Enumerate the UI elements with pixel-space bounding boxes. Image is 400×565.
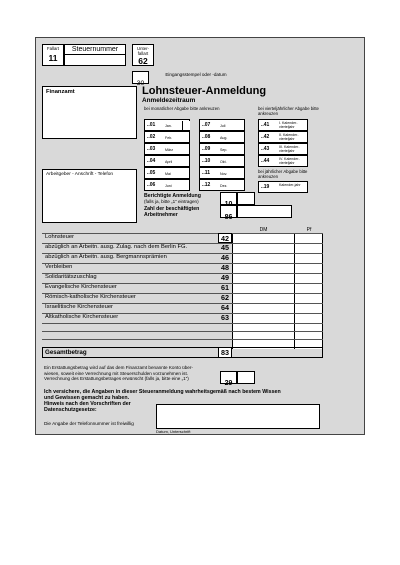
month-may[interactable]: ..05 Mai [144, 167, 190, 179]
unterfallart-box [132, 44, 154, 66]
code-42: 42 [218, 233, 232, 243]
code-64: 64 [221, 303, 229, 312]
phone-hint: Die Angabe der Telefonnummer ist freiwillig [44, 421, 134, 426]
row-altk-kirche: Altkatholische Kirchensteuer [45, 314, 119, 320]
row-rk-kirche: Römisch-katholische Kirchensteuer [45, 294, 136, 300]
signature-label: Datum, Unterschrift [156, 429, 191, 434]
steuernummer-input[interactable] [67, 55, 123, 65]
refund-text: Ein Erstattungsbetrag wird auf das dem Finanzamt benannte Konto über- wiesen, soweit eine Verrechnung mit Steuerschulden vorzunehmen ist. Verrechnung des Erstattungsbetrages erwünscht (falls ja, bitte eine „1“) [44, 365, 193, 381]
code-61: 61 [221, 283, 229, 292]
row-soli: Solidaritätszuschlag [45, 274, 97, 280]
correction-input[interactable] [237, 192, 255, 205]
unterfallart-label: Unter-fallart [137, 46, 149, 56]
field-30: 30 [132, 71, 149, 84]
yearly-note: bei jährlicher Abgabe bitte ankreuzen [258, 169, 308, 179]
month-dec[interactable]: ..12 Dez. [199, 179, 245, 191]
finanzamt-box[interactable] [42, 86, 137, 139]
code-63: 63 [221, 313, 229, 322]
finanzamt-label: Finanzamt [46, 89, 75, 95]
fallart-box [42, 44, 64, 66]
quarter-3[interactable]: ..43 III. Kalender-vierteljahr [258, 143, 308, 155]
row-lohnsteuer: Lohnsteuer [45, 234, 75, 240]
month-jan[interactable]: ..01 Jan. [144, 119, 190, 131]
code-46: 46 [221, 253, 229, 262]
col-pf: Pf [306, 227, 312, 233]
month-apr[interactable]: ..04 April [144, 155, 190, 167]
correction-label-group [144, 193, 224, 204]
employees-label: Zahl der beschäftigten Arbeitnehmer [144, 206, 200, 218]
row-berlin-fg: abzüglich an Arbeitn. ausg. Zulag. nach dem Berlin FG. [45, 244, 188, 250]
quarter-4[interactable]: ..44 IV. Kalender-vierteljahr [258, 155, 308, 167]
steuernummer-box [64, 44, 126, 66]
correction-label: Berichtigte Anmeldung [144, 193, 201, 199]
signature-box[interactable] [156, 404, 320, 429]
fallart-label: Fallart [47, 46, 59, 51]
arbeitgeber-label: Arbeitgeber - Anschrift - Telefon [46, 172, 114, 177]
correction-hint: (falls ja, bitte „1“ eintragen) [144, 199, 199, 204]
year-box[interactable]: ..19 Kalender-jahr [258, 181, 308, 193]
month-mar[interactable]: ..03 März [144, 143, 190, 155]
unterfallart-value: 62 [138, 56, 148, 66]
employees-code: 86 [220, 205, 237, 218]
row-bergmann: abzüglich an Arbeitn. ausg. Bergmannsprämien [45, 254, 167, 260]
month-sep[interactable]: ..09 Sep. [199, 143, 245, 155]
monthly-note: bei monatlicher Abgabe bitte ankreuzen [144, 106, 220, 111]
eingangsstempel-label: Eingangsstempel oder -datum [165, 72, 227, 77]
quarter-2[interactable]: ..42 II. Kalender-vierteljahr [258, 131, 308, 143]
code-48: 48 [221, 263, 229, 272]
code-49: 49 [221, 273, 229, 282]
form-title: Lohnsteuer-Anmeldung [142, 85, 267, 97]
row-ev-kirche: Evangelische Kirchensteuer [45, 284, 117, 290]
form-subtitle: Anmeldezeitraum [142, 97, 196, 104]
refund-code: 29 [220, 371, 237, 384]
declaration-text: Ich versichere, die Angaben in dieser Steueranmeldung wahrheitsgemäß nach bestem Wissen und Gewissen gemacht zu haben. Hinweis nach den Vorschriften der Datenschutzgesetze: [44, 389, 281, 413]
month-feb[interactable]: ..02 Feb. [144, 131, 190, 143]
correction-code [220, 192, 237, 205]
col-dm: DM [259, 227, 268, 233]
quarter-1[interactable]: ..41 I. Kalender-vierteljahr [258, 119, 308, 131]
month-jun[interactable]: ..06 Juni [144, 179, 190, 191]
month-nov[interactable]: ..11 Nov. [199, 167, 245, 179]
month-aug[interactable]: ..08 Aug. [199, 131, 245, 143]
fallart-value: 11 [48, 53, 58, 63]
code-83: 83 [218, 347, 232, 358]
steuernummer-label: Steuernummer [71, 46, 119, 53]
employees-input[interactable] [237, 205, 292, 218]
tax-form [35, 37, 365, 435]
code-62: 62 [221, 293, 229, 302]
refund-input[interactable] [237, 371, 255, 384]
month-oct[interactable]: ..10 Okt. [199, 155, 245, 167]
arbeitgeber-box[interactable] [42, 169, 137, 223]
row-isr-kirche: Israelitische Kirchensteuer [45, 304, 113, 310]
month-jul[interactable]: ..07 Juli [199, 119, 245, 131]
quarterly-note: bei vierteljährlicher Abgabe bitte ankreuzen [258, 106, 319, 116]
amount-table [42, 227, 360, 360]
code-45: 45 [221, 243, 229, 252]
total-label: Gesamtbetrag [45, 349, 87, 356]
row-verbleiben: Verbleiben [45, 264, 73, 270]
